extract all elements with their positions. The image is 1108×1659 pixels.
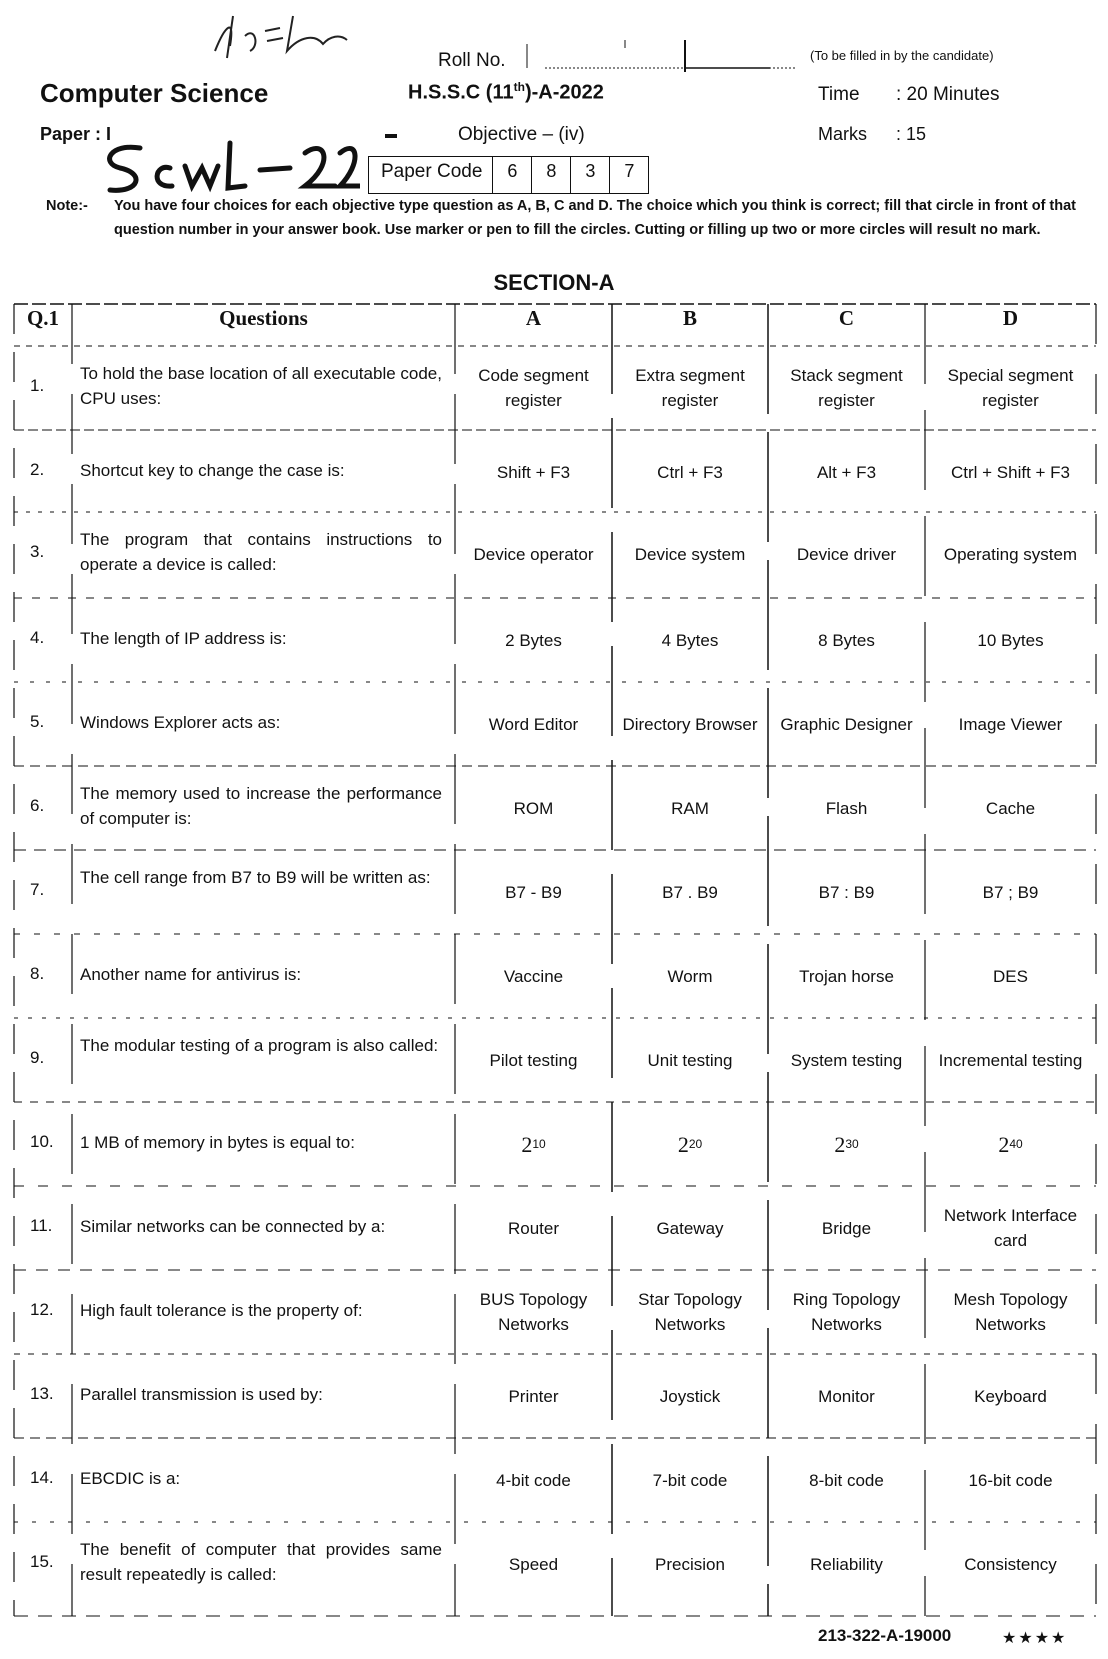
option-c [768,1270,925,1354]
question-text: High fault tolerance is the property of: [80,1300,363,1320]
option-text: DES [993,966,1028,986]
time-value: : 20 Minutes [896,84,1000,105]
paper-code-digit: 8 [532,157,571,193]
option-c [768,598,925,682]
question-number: 1. [30,376,45,395]
option-c [768,1354,925,1438]
option-a [455,598,612,682]
option-text: B7 . B9 [662,882,718,902]
option-text: Keyboard [974,1386,1047,1406]
option-text: Device driver [796,544,897,564]
dash-mark [385,134,397,138]
option-text: Special segment register [947,366,1074,410]
question-text: The length of IP address is: [80,628,287,648]
option-text: BUS Topology Networks [479,1290,588,1334]
question-number: 14. [30,1468,54,1487]
option-text: 4 Bytes [661,630,719,650]
option-a [455,1018,612,1102]
exam-title [408,80,604,105]
option-b [612,934,768,1018]
option-d [925,1438,1096,1522]
question-text: To hold the base location of all executable code, CPU uses: [80,364,442,408]
option-c [768,512,925,596]
option-a [455,1102,612,1186]
question-number: 13. [30,1384,54,1403]
option-c [768,682,925,766]
objective-label: Objective – (iv) [458,124,585,145]
header-option-d: D [1002,306,1019,330]
option-c [768,850,925,934]
option-d [925,346,1096,430]
exam-suffix: )-A-2022 [524,81,604,104]
power-exponent: 10 [532,1136,546,1151]
option-c [768,1102,925,1186]
option-text: Ctrl + F3 [657,462,723,482]
question-number: 15. [30,1552,54,1571]
option-d [925,766,1096,850]
option-b [612,1270,768,1354]
option-text: 8-bit code [809,1470,884,1490]
option-c [768,1438,925,1522]
option-d [925,1270,1096,1354]
option-text: Worm [667,966,713,986]
option-text: Cache [985,798,1036,818]
option-text: 2 Bytes [505,630,562,650]
option-text: 10 Bytes [977,630,1044,650]
option-d [925,598,1096,682]
option-d [925,1018,1096,1102]
option-text: Router [507,1218,560,1238]
option-b [612,346,768,430]
section-title: SECTION-A [493,270,615,295]
roll-number-label: Roll No. [438,50,506,71]
question-number: 9. [30,1048,45,1067]
option-d [925,850,1096,934]
paper-code-label: Paper Code [369,157,493,193]
option-a [455,682,612,766]
option-text: Device system [634,544,746,564]
option-text: Printer [508,1386,559,1406]
exam-prefix: H.S.S.C (11 [408,81,514,104]
paper-code-digit: 3 [571,157,610,193]
option-text: Code segment register [478,366,589,410]
header-option-c: C [838,306,855,330]
option-a [455,1522,612,1606]
option-b [612,1186,768,1270]
option-d [925,682,1096,766]
power-base: 2 [998,1131,1010,1157]
option-text: Stack segment register [790,366,903,410]
option-text: Speed [508,1554,559,1574]
option-b [612,850,768,934]
note-text: You have four choices for each objective type question as A, B, C and D. The choice which you think is correct; fill that circle in front of that question number in your answer book. Use marker or pen to fill the circles. Cutting or filling up two or more circles will result no mark. [114,198,1076,238]
question-text: The cell range from B7 to B9 will be written as: [80,868,431,887]
option-text: Reliability [810,1554,883,1574]
question-number: 5. [30,712,45,731]
option-text: Operating system [943,544,1078,564]
option-text: Gateway [656,1218,724,1238]
option-b [612,1438,768,1522]
footer-code: 213-322-A-19000 [818,1626,952,1645]
question-text: 1 MB of memory in bytes is equal to: [80,1132,355,1152]
option-text: Directory Browser [622,714,758,734]
marks-value: : 15 [896,124,927,144]
power-exponent: 30 [845,1136,859,1151]
option-b [612,1522,768,1606]
option-text: Consistency [964,1554,1057,1574]
option-b [612,1354,768,1438]
option-b [612,1102,768,1186]
option-a [455,1186,612,1270]
option-a [455,430,612,514]
option-text: Precision [655,1554,725,1574]
question-number: 3. [30,542,45,561]
question-text: Windows Explorer acts as: [80,712,281,732]
header-option-b: B [682,306,697,330]
option-c [768,430,925,514]
question-text: The program that contains instructions to operate a device is called: [80,530,442,574]
option-a [455,1438,612,1522]
option-text: Flash [825,798,868,818]
option-d [925,1354,1096,1438]
option-text: Pilot testing [489,1050,578,1070]
option-text: RAM [671,798,709,818]
question-text: Similar networks can be connected by a: [80,1216,386,1236]
subject-title: Computer Science [40,78,269,108]
roll-number-note: (To be filled in by the candidate) [810,48,994,63]
header-questions: Questions [219,306,308,330]
handwritten-code [100,138,360,200]
question-number: 7. [30,880,45,899]
paper-code-digit: 7 [624,161,635,181]
option-text: ROM [513,798,554,818]
option-b [612,512,768,596]
exam-sup: th [513,80,525,94]
question-number: 10. [30,1132,54,1151]
question-text: Shortcut key to change the case is: [80,460,345,480]
option-c [768,1018,925,1102]
option-c [768,1522,925,1606]
option-text: Image Viewer [958,714,1063,734]
option-text: Graphic Designer [780,714,913,734]
option-d [925,1102,1096,1186]
option-text: Ctrl + Shift + F3 [950,462,1071,482]
option-b [612,766,768,850]
option-d [925,1522,1096,1606]
time-label: Time [818,84,860,105]
option-text: Unit testing [647,1050,733,1070]
option-text: Device operator [473,544,594,564]
option-text: Ring Topology Networks [792,1290,901,1334]
power-base: 2 [834,1131,846,1157]
option-d [925,430,1096,514]
option-text: Trojan horse [799,966,894,986]
paper-label: Paper : I [40,124,112,144]
option-text: Monitor [818,1386,875,1406]
option-text: 8 Bytes [818,630,875,650]
option-b [612,1018,768,1102]
option-text: Incremental testing [938,1050,1083,1070]
option-text: Extra segment register [635,366,745,410]
power-base: 2 [677,1131,689,1157]
note-label: Note:- [46,198,88,214]
paper-code-digit: 6 [493,157,532,193]
option-c [768,1186,925,1270]
question-number: 11. [30,1216,53,1235]
option-text: Vaccine [503,966,564,986]
marks-label: Marks [818,124,867,144]
power-base: 2 [521,1131,533,1157]
question-text: EBCDIC is a: [80,1468,181,1488]
header-option-a: A [525,306,542,330]
roll-number-box[interactable] [525,38,795,74]
option-text: Bridge [821,1218,872,1238]
option-a [455,766,612,850]
question-number: 2. [30,460,45,479]
option-text: Star Topology Networks [638,1290,742,1334]
footer-stars: ★★★★ [1002,1630,1068,1647]
question-number: 8. [30,964,45,983]
option-a [455,934,612,1018]
power-exponent: 20 [688,1136,703,1151]
question-text: The benefit of computer that provides same result repeatedly is called: [80,1540,442,1584]
option-c [768,934,925,1018]
question-text: Another name for antivirus is: [80,964,302,984]
question-text: The memory used to increase the performance of computer is: [80,784,442,828]
question-number: 4. [30,628,45,647]
option-b [612,682,768,766]
option-text: Network Interface card [943,1206,1078,1250]
option-c [768,766,925,850]
option-text: 4-bit code [496,1470,571,1490]
option-text: Mesh Topology Networks [953,1290,1068,1334]
paper-code-box [368,156,649,194]
option-a [455,850,612,934]
question-number: 6. [30,796,45,815]
option-text: B7 : B9 [818,882,875,902]
option-a [455,1270,612,1354]
option-text: 7-bit code [652,1470,728,1490]
option-d [925,1186,1096,1270]
question-text: Parallel transmission is used by: [80,1384,323,1404]
option-text: Shift + F3 [496,462,571,482]
handwritten-signature [205,6,355,66]
option-d [925,512,1096,596]
option-text: B7 - B9 [505,882,562,902]
option-text: Alt + F3 [816,462,877,482]
question-number: 12. [30,1300,54,1319]
option-d [925,934,1096,1018]
question-text: The modular testing of a program is also called: [80,1036,439,1055]
option-text: Joystick [659,1386,721,1406]
option-text: System testing [790,1050,903,1070]
option-c [768,346,925,430]
option-b [612,430,768,514]
power-exponent: 40 [1009,1136,1023,1151]
option-a [455,346,612,430]
header-q1: Q.1 [26,306,60,330]
option-a [455,512,612,596]
option-text: Word Editor [488,714,579,734]
option-text: B7 ; B9 [982,882,1039,902]
option-a [455,1354,612,1438]
option-b [612,598,768,682]
option-text: 16-bit code [968,1470,1053,1490]
